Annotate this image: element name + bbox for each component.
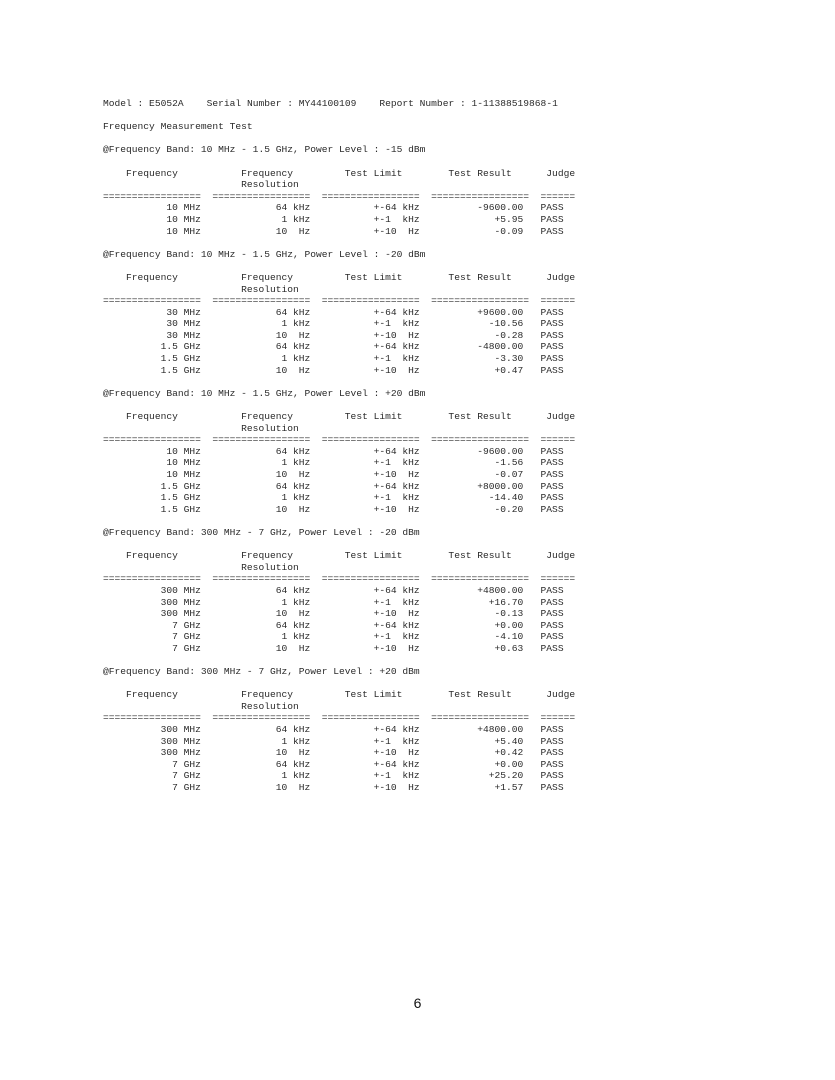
- column-headers: Frequency Frequency Test Limit Test Result Judge Resolution: [126, 411, 576, 434]
- section-heading: @Frequency Band: 300 MHz - 7 GHz, Power Level : -20 dBm: [103, 526, 420, 538]
- table-row: 1.5 GHz 1 kHz +-1 kHz -14.40 PASS: [103, 492, 564, 504]
- measurement-section: [103, 144, 575, 236]
- column-headers: Frequency Frequency Test Limit Test Result Judge Resolution: [126, 550, 576, 573]
- section-heading: @Frequency Band: 10 MHz - 1.5 GHz, Power Level : -15 dBm: [103, 144, 426, 156]
- table-row: 7 GHz 10 Hz +-10 Hz +0.63 PASS: [103, 642, 564, 654]
- header-rule: ================= ================= ================= ================= ======: [103, 434, 576, 446]
- header-rule: ================= ================= ================= ================= ======: [103, 712, 576, 724]
- table-row: 10 MHz 10 Hz +-10 Hz -0.07 PASS: [103, 469, 564, 480]
- report-number-label: Report Number : 1-11388519868-1: [379, 98, 558, 109]
- table-row: 1.5 GHz 64 kHz +-64 kHz +8000.00 PASS: [103, 480, 564, 492]
- header-rule: ================= ================= ================= ================= ======: [103, 190, 576, 202]
- section-heading: @Frequency Band: 10 MHz - 1.5 GHz, Power Level : +20 dBm: [103, 387, 426, 399]
- table-row: 10 MHz 1 kHz +-1 kHz +5.95 PASS: [103, 213, 564, 225]
- section-heading: @Frequency Band: 10 MHz - 1.5 GHz, Power Level : -20 dBm: [103, 248, 426, 260]
- table-row: 7 GHz 64 kHz +-64 kHz +0.00 PASS: [103, 758, 564, 770]
- section-heading: @Frequency Band: 300 MHz - 7 GHz, Power Level : +20 dBm: [103, 666, 420, 678]
- table-row: 300 MHz 64 kHz +-64 kHz +4800.00 PASS: [103, 724, 564, 736]
- table-row: 1.5 GHz 64 kHz +-64 kHz -4800.00 PASS: [103, 341, 564, 353]
- column-headers: Frequency Frequency Test Limit Test Result Judge Resolution: [126, 167, 576, 191]
- table-row: 300 MHz 10 Hz +-10 Hz -0.13 PASS: [103, 608, 564, 620]
- table-row: 7 GHz 1 kHz +-1 kHz -4.10 PASS: [103, 631, 564, 643]
- measurement-section: [103, 249, 575, 376]
- table-row: 10 MHz 64 kHz +-64 kHz -9600.00 PASS: [103, 445, 564, 457]
- header-rule: ================= ================= ================= ================= ======: [103, 295, 576, 307]
- table-row: 300 MHz 1 kHz +-1 kHz +5.40 PASS: [103, 735, 564, 747]
- measurement-section: [103, 527, 575, 654]
- table-row: 10 MHz 1 kHz +-1 kHz -1.56 PASS: [103, 457, 564, 469]
- table-row: 10 MHz 64 kHz +-64 kHz -9600.00 PASS: [103, 202, 564, 214]
- column-headers: Frequency Frequency Test Limit Test Result Judge Resolution: [126, 271, 576, 295]
- serial-number-label: Serial Number : MY44100109: [206, 98, 357, 109]
- report-title: Frequency Measurement Test: [103, 121, 253, 133]
- measurement-section: [103, 666, 575, 793]
- table-row: 300 MHz 1 kHz +-1 kHz +16.70 PASS: [103, 596, 564, 608]
- table-row: 30 MHz 1 kHz +-1 kHz -10.56 PASS: [103, 318, 564, 330]
- table-row: 300 MHz 64 kHz +-64 kHz +4800.00 PASS: [103, 584, 564, 596]
- table-row: 10 MHz 10 Hz +-10 Hz -0.09 PASS: [103, 225, 564, 237]
- table-row: 1.5 GHz 10 Hz +-10 Hz +0.47 PASS: [103, 364, 564, 376]
- model-label: Model : E5052A: [103, 98, 184, 109]
- table-row: 1.5 GHz 10 Hz +-10 Hz -0.20 PASS: [103, 503, 564, 515]
- report-body: [103, 98, 575, 794]
- table-row: 1.5 GHz 1 kHz +-1 kHz -3.30 PASS: [103, 353, 564, 365]
- column-headers: Frequency Frequency Test Limit Test Result Judge Resolution: [126, 689, 576, 712]
- table-row: 7 GHz 64 kHz +-64 kHz +0.00 PASS: [103, 619, 564, 631]
- measurement-section: [103, 388, 575, 515]
- table-row: 300 MHz 10 Hz +-10 Hz +0.42 PASS: [103, 747, 564, 759]
- header-rule: ================= ================= ================= ================= ======: [103, 573, 576, 585]
- table-row: 7 GHz 10 Hz +-10 Hz +1.57 PASS: [103, 782, 564, 794]
- sections-container: [103, 144, 575, 793]
- table-row: 30 MHz 10 Hz +-10 Hz -0.28 PASS: [103, 329, 564, 341]
- table-row: 30 MHz 64 kHz +-64 kHz +9600.00 PASS: [103, 306, 564, 318]
- page-number: 6: [413, 995, 422, 1011]
- table-row: 7 GHz 1 kHz +-1 kHz +25.20 PASS: [103, 770, 564, 782]
